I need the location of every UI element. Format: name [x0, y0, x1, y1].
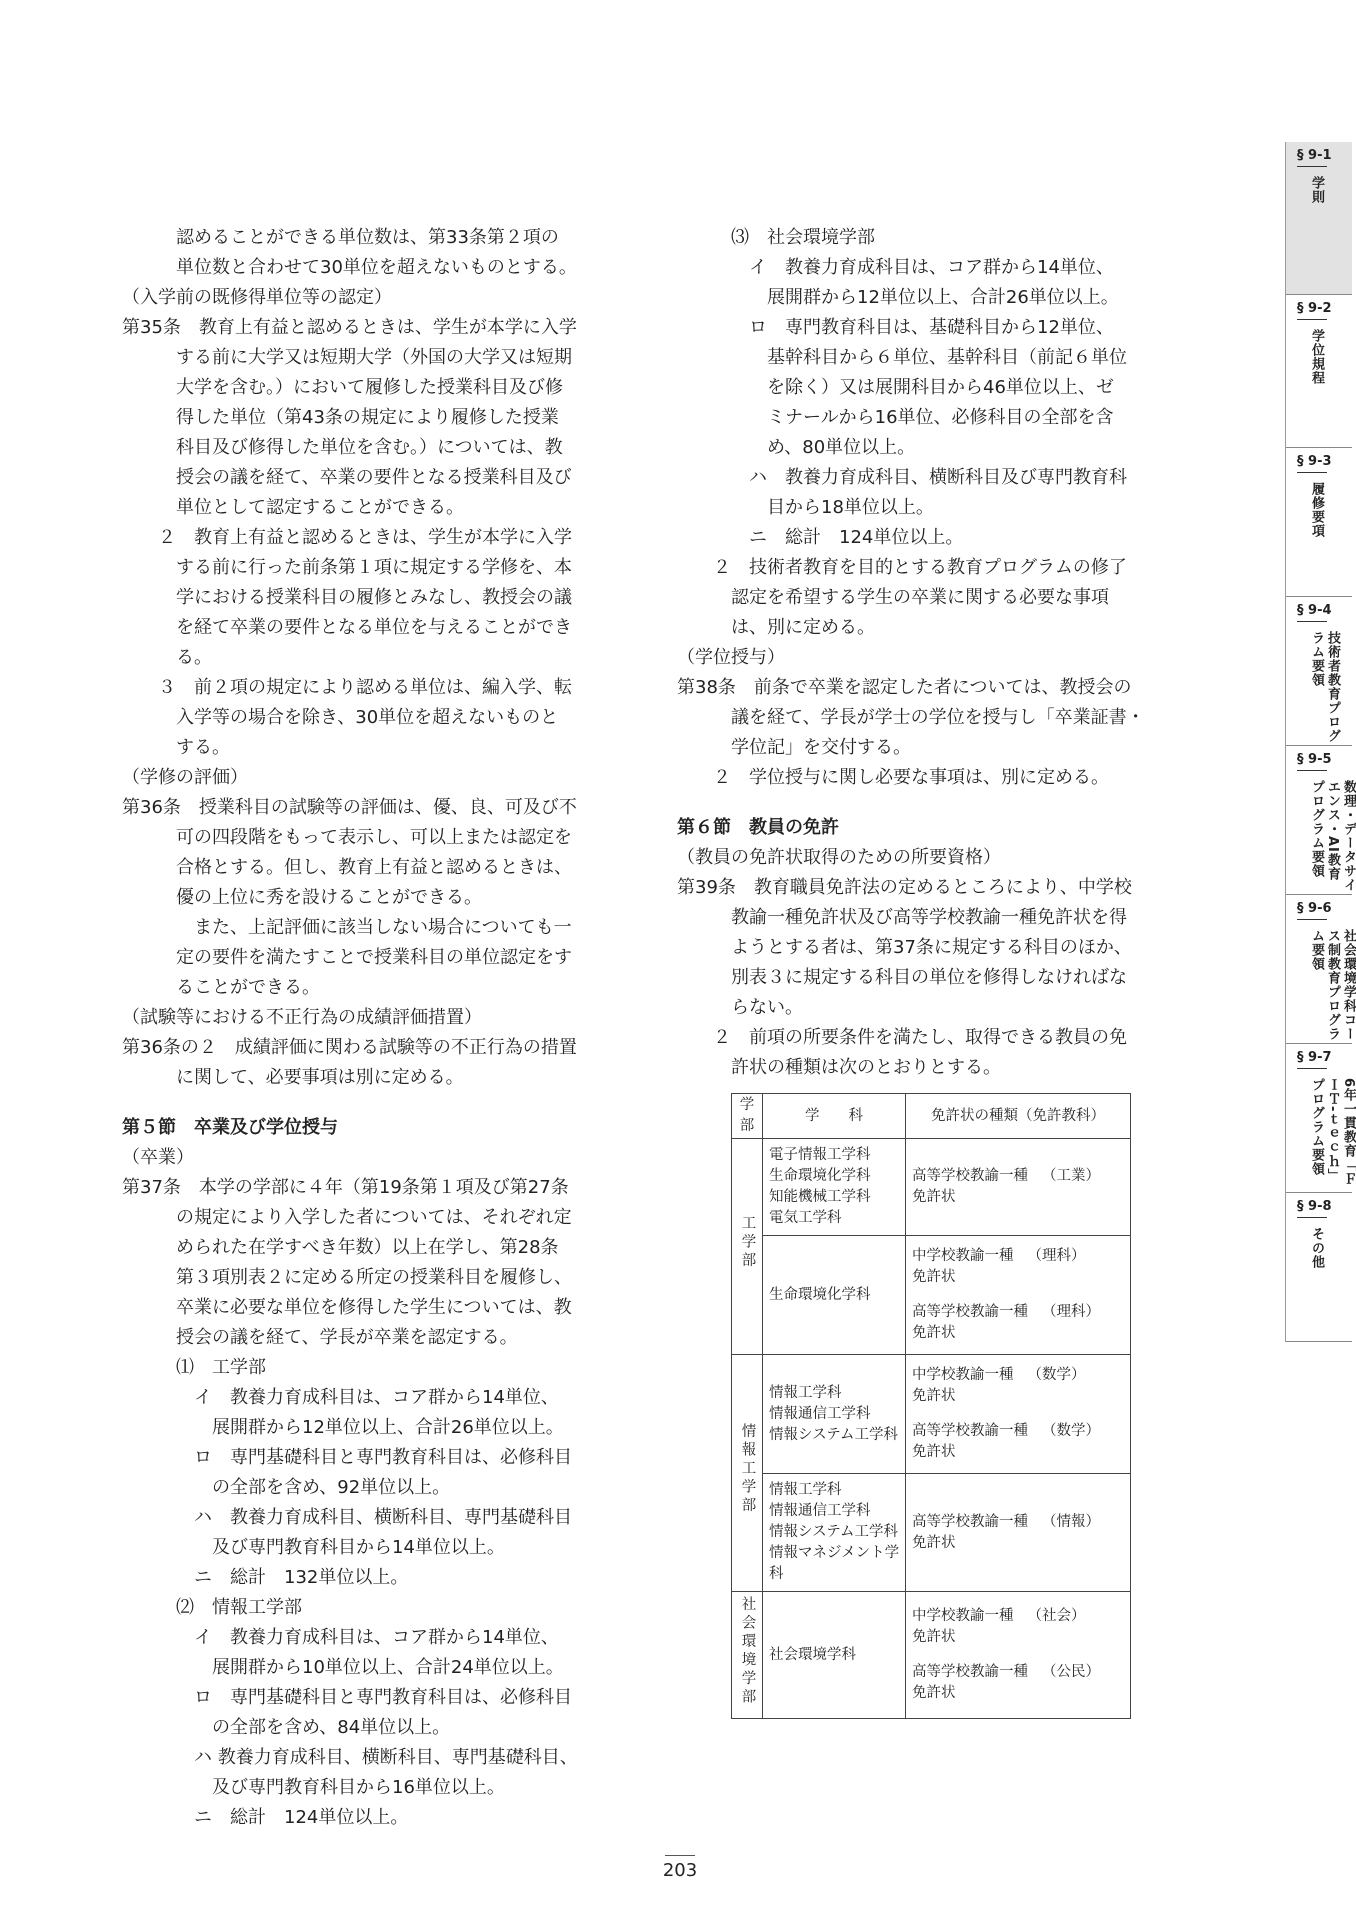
- text-line: 第37条 本学の学部に４年（第19条第１項及び第27条: [122, 1177, 569, 1198]
- index-tab-number: § 9-8: [1286, 1193, 1352, 1218]
- text-line: する前に大学又は短期大学（外国の大学又は短期: [122, 347, 572, 368]
- text-line: ニ 総計 124単位以上。: [122, 1807, 409, 1828]
- index-tab[interactable]: [1286, 895, 1356, 1044]
- text-line: イ 教養力育成科目は、コア群から14単位、: [677, 257, 1114, 278]
- text-line: 別表３に規定する科目の単位を修得しなければな: [677, 967, 1127, 988]
- table-row: [732, 1474, 1131, 1592]
- department-name: 情報マネジメント学科: [769, 1545, 900, 1582]
- text-line: ようとする者は、第37条に規定する科目のほか、: [677, 937, 1132, 958]
- text-line: ２ 前項の所要条件を満たし、取得できる教員の免: [677, 1027, 1127, 1048]
- text-line: 優の上位に秀を設けることができる。: [122, 887, 482, 908]
- text-line: 学位記」を交付する。: [677, 737, 911, 758]
- index-tab-label: その他: [1309, 1227, 1324, 1269]
- department-cell: [763, 1592, 906, 1719]
- text-line: ハ 教養力育成科目、横断科目、専門基礎科目: [122, 1507, 572, 1528]
- faculty-name: 情報工学部: [739, 1423, 756, 1516]
- text-line: 第35条 教育上有益と認めるときは、学生が本学に入学: [122, 317, 577, 338]
- text-line: 議を経て、学長が学士の学位を授与し「卒業証書・: [677, 707, 1145, 728]
- index-tab-label: 数理・データサイエンス・AI教育プログラム要領: [1309, 780, 1356, 892]
- text-line: 科目及び修得した単位を含む。）については、教: [122, 437, 563, 458]
- department-cell: [763, 1474, 906, 1592]
- license-subject: （理科）: [1042, 1304, 1100, 1320]
- table-row: [732, 1355, 1131, 1474]
- text-line: ハ 教養力育成科目、横断科目及び専門教育科: [677, 467, 1127, 488]
- license-suffix: 免許状: [912, 1629, 956, 1645]
- license-subject: （数学）: [1027, 1367, 1086, 1383]
- faculty-cell: [732, 1139, 763, 1355]
- department-name: 情報工学科: [769, 1482, 842, 1498]
- section-index: [1285, 142, 1356, 1342]
- text-line: ３ 前２項の規定により認める単位は、編入学、転: [122, 677, 572, 698]
- license-subject: （情報）: [1042, 1513, 1100, 1530]
- text-line: イ 教養力育成科目は、コア群から14単位、: [122, 1627, 559, 1648]
- text-line: の全部を含め、84単位以上。: [122, 1717, 451, 1738]
- license-subject: （理科）: [1027, 1248, 1086, 1264]
- license-subject: （数学）: [1042, 1423, 1100, 1439]
- text-line: 卒業に必要な単位を修得した学生については、教: [122, 1297, 572, 1318]
- license-cell: [906, 1139, 1131, 1236]
- license-subject: （工業）: [1042, 1168, 1100, 1184]
- faculty-cell: [732, 1355, 763, 1592]
- footer-rule: [665, 1855, 695, 1856]
- text-line: 第36条の２ 成績評価に関わる試験等の不正行為の措置: [122, 1037, 577, 1058]
- left-column: [122, 223, 612, 1833]
- department-name: 情報工学科: [769, 1384, 842, 1401]
- license-suffix: 免許状: [912, 1685, 956, 1701]
- index-tab[interactable]: [1286, 597, 1352, 746]
- license-entry: [912, 1365, 1126, 1407]
- department-name: 情報システム工学科: [769, 1524, 899, 1540]
- table-row: [732, 1139, 1131, 1236]
- text-line: 第３項別表２に定める所定の授業科目を履修し、: [122, 1267, 572, 1288]
- text-line: 目から18単位以上。: [677, 497, 934, 518]
- text-line: 許状の種類は次のとおりとする。: [677, 1057, 1001, 1078]
- text-line: 展開群から12単位以上、合計26単位以上。: [677, 287, 1119, 308]
- text-line: （教員の免許状取得のための所要資格）: [677, 847, 1001, 868]
- right-column: [677, 223, 1162, 1719]
- text-line: ロ 専門教育科目は、基礎科目から12単位、: [677, 317, 1114, 338]
- license-name: 中学校教諭一種: [912, 1608, 1014, 1624]
- text-line: （入学前の既修得単位等の認定）: [122, 287, 392, 308]
- license-cell: [906, 1355, 1131, 1474]
- header-faculty: 学部: [732, 1094, 763, 1139]
- text-line: ニ 総計 132単位以上。: [122, 1567, 409, 1588]
- text-line: （学修の評価）: [122, 767, 248, 788]
- license-cell: [906, 1592, 1131, 1719]
- header-department: 学 科: [763, 1094, 906, 1139]
- text-line: を経て卒業の要件となる単位を与えることができ: [122, 617, 572, 638]
- text-line: 第38条 前条で卒業を認定した者については、教授会の: [677, 677, 1132, 698]
- faculty-cell: [732, 1592, 763, 1719]
- license-entry: [912, 1662, 1126, 1704]
- text-line: ハ 教養力育成科目、横断科目、専門基礎科目、: [122, 1747, 578, 1768]
- text-line: 教諭一種免許状及び高等学校教諭一種免許状を得: [677, 907, 1127, 928]
- department-name: 電子情報工学科: [769, 1147, 871, 1163]
- department-cell: [763, 1355, 906, 1474]
- department-name: 社会環境学科: [769, 1646, 856, 1663]
- index-tab-label: 学位規程: [1309, 329, 1324, 385]
- section-heading: 第５節 卒業及び学位授与: [122, 1117, 338, 1138]
- department-cell: [763, 1139, 906, 1236]
- license-name: 中学校教諭一種: [912, 1248, 1014, 1264]
- text-line: 定の要件を満たすことで授業科目の単位認定をす: [122, 947, 572, 968]
- license-name: 高等学校教諭一種: [912, 1513, 1028, 1530]
- text-line: められた在学すべき年数）以上在学し、第28条: [122, 1237, 559, 1258]
- page-footer: [655, 1855, 705, 1881]
- index-tab[interactable]: [1286, 142, 1352, 295]
- license-table: [731, 1093, 1131, 1719]
- text-line: （試験等における不正行為の成績評価措置）: [122, 1007, 482, 1028]
- department-name: 知能機械工学科: [769, 1189, 871, 1205]
- text-line: （卒業）: [122, 1147, 194, 1168]
- department-name: 情報システム工学科: [769, 1426, 899, 1443]
- text-line: 認定を希望する学生の卒業に関する必要な事項: [677, 587, 1109, 608]
- text-line: ２ 技術者教育を目的とする教育プログラムの修了: [677, 557, 1127, 578]
- index-tab-number: § 9-7: [1286, 1044, 1352, 1069]
- text-line: の規定により入学した者については、それぞれ定: [122, 1207, 572, 1228]
- index-tab[interactable]: [1286, 1193, 1352, 1342]
- text-line: 授会の議を経て、学長が卒業を認定する。: [122, 1327, 518, 1348]
- license-suffix: 免許状: [912, 1189, 956, 1205]
- faculty-name: 工学部: [739, 1215, 756, 1271]
- table-row: [732, 1236, 1131, 1355]
- index-tab-number: § 9-4: [1286, 597, 1352, 622]
- license-cell: [906, 1236, 1131, 1355]
- text-line: 及び専門教育科目から16単位以上。: [122, 1777, 505, 1798]
- index-tab-number: § 9-3: [1286, 448, 1352, 473]
- text-line: ロ 専門基礎科目と専門教育科目は、必修科目: [122, 1447, 572, 1468]
- index-tab-number: § 9-2: [1286, 295, 1352, 320]
- text-line: ⑶ 社会環境学部: [677, 227, 875, 248]
- index-tab-label: 6年一貫教育「ＦＩＴ-ｔｅｃｈ」プログラム要領: [1309, 1078, 1356, 1187]
- text-line: ２ 学位授与に関し必要な事項は、別に定める。: [677, 767, 1109, 788]
- license-subject: （公民）: [1042, 1664, 1100, 1680]
- text-line: （学位授与）: [677, 647, 785, 668]
- license-suffix: 免許状: [912, 1534, 956, 1551]
- text-line: 基幹科目から６単位、基幹科目（前記６単位: [677, 347, 1127, 368]
- text-line: 第39条 教育職員免許法の定めるところにより、中学校: [677, 877, 1132, 898]
- department-name: 生命環境化学科: [769, 1168, 871, 1184]
- text-line: 得した単位（第43条の規定により履修した授業: [122, 407, 559, 428]
- index-tab-label: 社会環境学科コース制教育プログラム要領: [1309, 929, 1356, 1041]
- license-entry: [912, 1606, 1126, 1648]
- license-entry: [912, 1512, 1126, 1554]
- index-tab[interactable]: [1286, 746, 1356, 895]
- text-line: ニ 総計 124単位以上。: [677, 527, 964, 548]
- license-subject: （社会）: [1027, 1608, 1086, 1624]
- text-line: 学における授業科目の履修とみなし、教授会の議: [122, 587, 572, 608]
- text-line: 単位として認定することができる。: [122, 497, 464, 518]
- department-cell: [763, 1236, 906, 1355]
- text-line: 認めることができる単位数は、第33条第２項の: [122, 227, 559, 248]
- department-name: 情報通信工学科: [769, 1503, 871, 1519]
- department-name: 情報通信工学科: [769, 1405, 871, 1422]
- page-number: 203: [662, 1860, 698, 1881]
- section-heading: 第６節 教員の免許: [677, 817, 839, 838]
- text-line: は、別に定める。: [677, 617, 875, 638]
- text-line: 及び専門教育科目から14単位以上。: [122, 1537, 505, 1558]
- text-line: ロ 専門基礎科目と専門教育科目は、必修科目: [122, 1687, 572, 1708]
- text-line: する。: [122, 737, 230, 758]
- text-line: 授会の議を経て、卒業の要件となる授業科目及び: [122, 467, 572, 488]
- license-suffix: 免許状: [912, 1388, 956, 1404]
- license-suffix: 免許状: [912, 1444, 956, 1460]
- text-line: 可の四段階をもって表示し、可以上または認定を: [122, 827, 572, 848]
- license-entry: [912, 1246, 1126, 1288]
- license-suffix: 免許状: [912, 1325, 956, 1341]
- index-tab-label: 履修要項: [1309, 482, 1324, 538]
- text-line: また、上記評価に該当しない場合についても一: [122, 917, 572, 938]
- text-line: 合格とする。但し、教育上有益と認めるときは、: [122, 857, 572, 878]
- index-tab[interactable]: [1286, 448, 1352, 597]
- faculty-name: 社会環境学部: [739, 1596, 756, 1707]
- text-line: る。: [122, 647, 212, 668]
- license-cell: [906, 1474, 1131, 1592]
- text-line: らない。: [677, 997, 803, 1018]
- text-line: ２ 教育上有益と認めるときは、学生が本学に入学: [122, 527, 572, 548]
- text-line: イ 教養力育成科目は、コア群から14単位、: [122, 1387, 559, 1408]
- license-entry: [912, 1166, 1126, 1208]
- license-name: 中学校教諭一種: [912, 1367, 1014, 1383]
- text-line: ⑵ 情報工学部: [122, 1597, 302, 1618]
- license-entry: [912, 1421, 1126, 1463]
- department-name: 生命環境化学科: [769, 1286, 871, 1303]
- index-tab[interactable]: [1286, 1044, 1356, 1193]
- license-name: 高等学校教諭一種: [912, 1168, 1028, 1184]
- text-line: ミナールから16単位、必修科目の全部を含: [677, 407, 1114, 428]
- table-row: [732, 1592, 1131, 1719]
- text-line: 展開群から10単位以上、合計24単位以上。: [122, 1657, 564, 1678]
- index-tab-label: 技術者教育プログラム要領: [1309, 631, 1340, 743]
- header-license: 免許状の種類（免許教科）: [906, 1094, 1131, 1139]
- text-line: する前に行った前条第１項に規定する学修を、本: [122, 557, 572, 578]
- license-name: 高等学校教諭一種: [912, 1664, 1028, 1680]
- index-tab-number: § 9-1: [1286, 142, 1352, 167]
- index-tab-number: § 9-6: [1286, 895, 1352, 920]
- index-tab-number: § 9-5: [1286, 746, 1352, 771]
- text-line: を除く）又は展開科目から46単位以上、ゼ: [677, 377, 1114, 398]
- text-line: 単位数と合わせて30単位を超えないものとする。: [122, 257, 577, 278]
- license-entry: [912, 1302, 1126, 1344]
- text-line: に関して、必要事項は別に定める。: [122, 1067, 464, 1088]
- index-tab-label: 学則: [1309, 176, 1324, 204]
- text-line: の全部を含め、92単位以上。: [122, 1477, 451, 1498]
- text-line: め、80単位以上。: [677, 437, 916, 458]
- text-line: 展開群から12単位以上、合計26単位以上。: [122, 1417, 564, 1438]
- index-tab[interactable]: [1286, 295, 1352, 448]
- department-name: 電気工学科: [769, 1210, 842, 1226]
- license-suffix: 免許状: [912, 1269, 956, 1285]
- text-line: ることができる。: [122, 977, 320, 998]
- license-name: 高等学校教諭一種: [912, 1304, 1028, 1320]
- table-header-row: [732, 1094, 1131, 1139]
- text-line: 第36条 授業科目の試験等の評価は、優、良、可及び不: [122, 797, 577, 818]
- text-line: 入学等の場合を除き、30単位を超えないものと: [122, 707, 559, 728]
- license-name: 高等学校教諭一種: [912, 1423, 1028, 1439]
- text-line: ⑴ 工学部: [122, 1357, 266, 1378]
- text-line: 大学を含む。）において履修した授業科目及び修: [122, 377, 563, 398]
